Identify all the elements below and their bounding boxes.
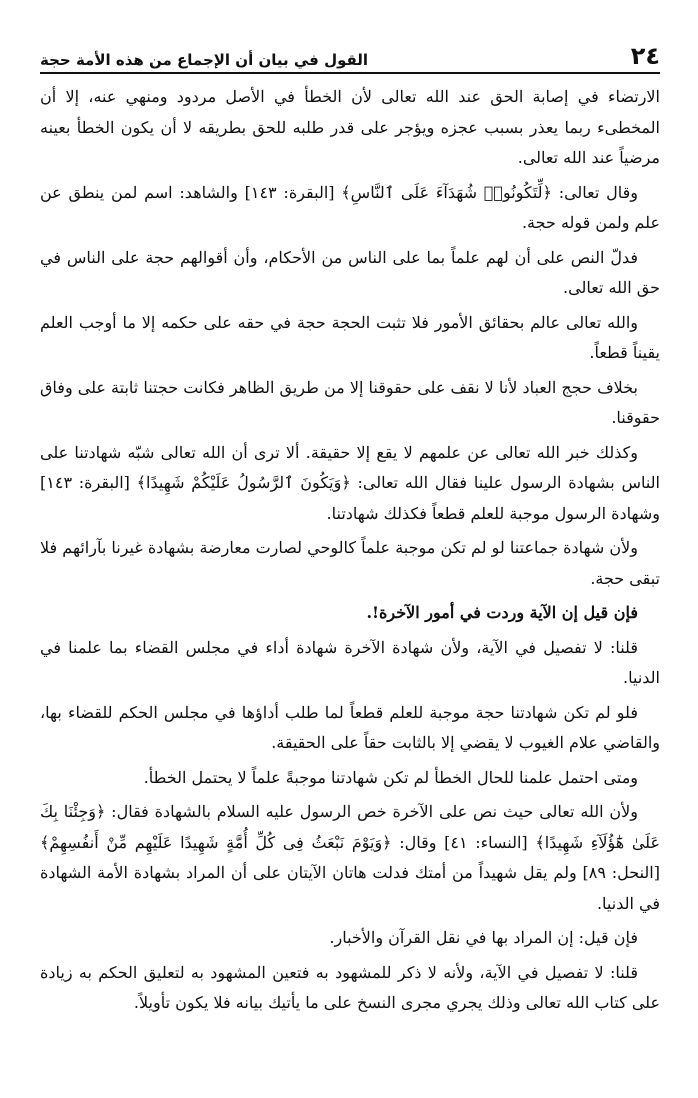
paragraph: فلو لم تكن شهادتنا حجة موجبة للعلم قطعاً لما طلب أداؤها في مجلس الحكم للقضاء بها، والقاضي علام الغيوب لا يقضي إلا بالثابت حقاً على الحقيقة.: [40, 702, 660, 752]
reply-paragraph: قلنا: لا تفصيل في الآية، ولأنه لا ذكر للمشهود به فتعين المشهود به لتعليق الحكم به زيادة على كتاب الله تعالى وذلك يجري مجرى النسخ على ما يأتيك بيانه فلا يكون تأويلاً.: [40, 962, 660, 1012]
paragraph: ومتى احتمل علمنا للحال الخطأ لم تكن شهادتنا موجبةً علماً لا يحتمل الخطأ.: [143, 767, 638, 787]
body-text: [40, 82, 660, 1019]
reply-paragraph: قلنا: لا تفصيل في الآية، ولأن شهادة الآخرة شهادة أداء في مجلس القضاء بما علمنا في الدنيا.: [40, 637, 660, 687]
paragraph: بخلاف حجج العباد لأنا لا نقف على حقوقنا إلا من طريق الظاهر فكانت حجتنا ثابتة على وفاق حقوقنا.: [40, 377, 660, 427]
page-number: ٢٤: [630, 42, 660, 70]
objection-paragraph: فإن قيل إن الآية وردت في أمور الآخرة!.: [366, 603, 638, 622]
paragraph: وقال تعالى: ﴿لِّتَكُونُوا۟ شُهَدَآءَ عَلَى ٱلنَّاسِ﴾ [البقرة: ١٤٣] والشاهد: اسم لمن ينطق عن علم ولمن قوله حجة.: [40, 182, 660, 232]
running-title: القول في بيان أن الإجماع من هذه الأمة حجة: [40, 51, 369, 69]
paragraph: فدلّ النص على أن لهم علماً بما على الناس من الأحكام، وأن أقوالهم حجة على الناس في حق الله تعالى.: [40, 247, 660, 297]
paragraph: والله تعالى عالم بحقائق الأمور فلا تثبت الحجة حجة في حقه على حكمه إلا ما أوجب العلم يقيناً قطعاً.: [40, 312, 660, 362]
paragraph: الارتضاء في إصابة الحق عند الله تعالى لأن الخطأ في الأصل مردود ومنهي عنه، إلا أن المخطىء ربما يعذر بسبب عجزه ويؤجر على قدر طلبه للحق بطريقه لا أن يكون الخطأ بعينه مرضياً عند الله تعالى.: [40, 87, 660, 167]
paragraph: ولأن الله تعالى حيث نص على الآخرة خص الرسول عليه السلام بالشهادة فقال: ﴿وَجِئْنَا بِكَ عَلَىٰ هَٰٓؤُلَآءِ شَهِيدًا﴾ [النساء: ٤١] وقال: ﴿وَيَوْمَ نَبْعَثُ فِى كُلِّ أُمَّةٍ شَهِيدًا عَلَيْهِم مِّنْ أَنفُسِهِمْ﴾ [النحل: ٨٩] ولم يقل شهيداً من أمتك فدلت هاتان الآيتان على أن المراد بشهادة الأمة الشهادة في الدنيا.: [40, 802, 660, 913]
paragraph: ولأن شهادة جماعتنا لو لم تكن موجبة علماً كالوحي لصارت معارضة بشهادة غيرنا بآرائهم فلا تبقى حجة.: [40, 538, 660, 588]
objection-paragraph: فإن قيل: إن المراد بها في نقل القرآن والأخبار.: [329, 928, 638, 947]
paragraph: وكذلك خبر الله تعالى عن علمهم لا يقع إلا حقيقة. ألا ترى أن الله تعالى شبّه شهادتنا على الناس بشهادة الرسول علينا فقال الله تعالى: ﴿وَيَكُونَ ٱلرَّسُولُ عَلَيْكُمْ شَهِيدًا﴾ [البقرة: ١٤٣] وشهادة الرسول موجبة للعلم قطعاً فكذلك شهادتنا.: [40, 442, 660, 523]
page-header: [40, 38, 660, 74]
